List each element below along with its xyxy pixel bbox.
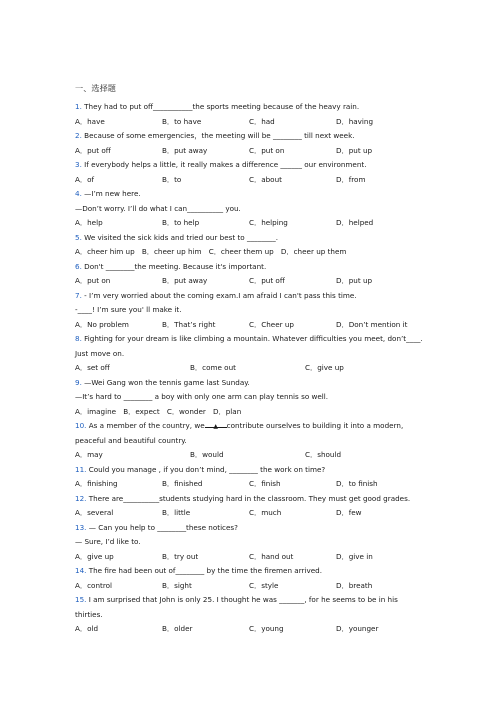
question-15-line-2: thirties. bbox=[75, 609, 103, 619]
option-d: D．put up bbox=[336, 145, 373, 155]
question-text: Because of some emergencies，the meeting will be bbox=[84, 131, 274, 140]
question-text: these notices? bbox=[186, 522, 238, 532]
answer-blank: ________ bbox=[246, 232, 276, 242]
option-a: A．put off bbox=[75, 145, 111, 155]
option-d: D．having bbox=[336, 116, 374, 126]
question-text: There are bbox=[88, 493, 124, 503]
answer-blank: ___________ bbox=[152, 102, 193, 111]
options-6 bbox=[75, 274, 435, 289]
question-text: Could you manage , if you don’t mind, bbox=[88, 464, 230, 474]
option-b: B．older bbox=[162, 624, 193, 633]
question-number: 15. bbox=[75, 595, 87, 604]
question-text: They had to put off bbox=[84, 102, 153, 111]
question-number: 5. bbox=[75, 232, 82, 242]
question-text: . bbox=[420, 334, 423, 343]
question-text: —Wei Gang won the tennis game last Sunday. bbox=[84, 377, 250, 387]
options-2 bbox=[75, 144, 435, 159]
option-b: B．That’s right bbox=[162, 319, 216, 329]
answer-blank: ________ bbox=[229, 464, 258, 474]
option-a: A．give up bbox=[75, 551, 114, 561]
option-c: C．put on bbox=[249, 145, 285, 155]
question-11 bbox=[75, 463, 435, 478]
question-4-line-2 bbox=[75, 202, 435, 217]
option-b: B．little bbox=[162, 508, 191, 517]
question-number: 7. bbox=[75, 290, 82, 300]
option-a: A．several bbox=[75, 508, 114, 517]
question-number: 10. bbox=[75, 421, 87, 430]
answer-blank: ________ bbox=[157, 522, 187, 532]
question-12 bbox=[75, 492, 435, 507]
options-15 bbox=[75, 622, 435, 637]
options-8 bbox=[75, 361, 435, 376]
option-d: D．give in bbox=[336, 551, 373, 561]
question-text: - bbox=[75, 305, 78, 314]
option-b: B．come out bbox=[190, 363, 236, 372]
question-text: — Can you help to bbox=[88, 522, 158, 532]
question-number: 14. bbox=[75, 566, 87, 575]
question-number: 8. bbox=[75, 334, 82, 343]
options-9: A．imagine B．expect C．wonder D．plan bbox=[75, 406, 242, 416]
question-6 bbox=[75, 260, 435, 275]
question-7 bbox=[75, 289, 435, 304]
question-sheet bbox=[75, 83, 435, 637]
question-text: Don't bbox=[84, 261, 106, 271]
option-c: C．hand out bbox=[249, 551, 294, 561]
option-a: A．put on bbox=[75, 276, 111, 285]
question-15 bbox=[75, 593, 435, 608]
option-a: A．old bbox=[75, 624, 99, 633]
question-number: 9. bbox=[75, 377, 82, 387]
answer-blank: ________ bbox=[175, 566, 205, 575]
question-number: 12. bbox=[75, 493, 87, 503]
answer-blank: __________ bbox=[123, 493, 160, 503]
answer-blank: ____ bbox=[77, 305, 92, 314]
option-c: C．helping bbox=[249, 218, 288, 227]
option-b: B．to bbox=[162, 174, 182, 184]
question-number: 6. bbox=[75, 261, 82, 271]
option-a: A．No problem bbox=[75, 319, 129, 329]
option-c: C．finish bbox=[249, 479, 281, 488]
answer-blank: ________ bbox=[123, 392, 153, 401]
option-c: C．about bbox=[249, 174, 282, 184]
option-a: A．set off bbox=[75, 363, 110, 372]
question-14 bbox=[75, 564, 435, 579]
question-8-line-2: Just move on. bbox=[75, 348, 125, 358]
option-a: A．have bbox=[75, 116, 105, 126]
question-4 bbox=[75, 187, 435, 202]
options-11 bbox=[75, 477, 435, 492]
question-1 bbox=[75, 100, 435, 115]
options-13 bbox=[75, 550, 435, 565]
question-text: a boy with only one arm can play tennis so well. bbox=[152, 392, 329, 401]
question-text: . bbox=[275, 232, 279, 242]
option-d: D．from bbox=[336, 174, 366, 184]
options-1 bbox=[75, 115, 435, 130]
option-a: A．help bbox=[75, 218, 103, 227]
option-d: D．younger bbox=[336, 624, 379, 633]
question-text: - I’m very worried about the coming exam.I am afraid I can't pass this time. bbox=[84, 290, 357, 300]
question-number: 4. bbox=[75, 189, 82, 198]
option-d: D．few bbox=[336, 508, 362, 517]
question-text: As a member of the country, we bbox=[88, 421, 205, 430]
option-a: A．finishing bbox=[75, 479, 118, 488]
answer-blank: ______ bbox=[280, 160, 302, 169]
answer-blank: ________ bbox=[273, 131, 302, 140]
question-number: 2. bbox=[75, 131, 82, 140]
option-c: C．had bbox=[249, 116, 275, 126]
question-3 bbox=[75, 158, 435, 173]
option-c: C．put off bbox=[249, 276, 285, 285]
question-text: —I’m new here. bbox=[84, 189, 141, 198]
question-number: 13. bbox=[75, 522, 87, 532]
question-9 bbox=[75, 376, 435, 391]
option-a: A．of bbox=[75, 174, 95, 184]
option-b: B．would bbox=[190, 450, 224, 459]
option-b: B．put away bbox=[162, 276, 208, 285]
question-text: the sports meeting because of the heavy rain. bbox=[192, 102, 360, 111]
option-c: C．style bbox=[249, 580, 279, 590]
question-text: , for he seems to be in his bbox=[304, 595, 398, 604]
option-c: C．give up bbox=[305, 363, 344, 372]
question-text: I am surprised that John is only 25. I thought he was bbox=[88, 595, 280, 604]
question-text: the work on time? bbox=[257, 464, 326, 474]
option-b: B．to help bbox=[162, 218, 200, 227]
option-a: A．may bbox=[75, 450, 103, 459]
options-3 bbox=[75, 173, 435, 188]
question-text: If everybody helps a little, it really makes a difference bbox=[84, 160, 281, 169]
options-4 bbox=[75, 216, 435, 231]
option-b: B．to have bbox=[162, 116, 202, 126]
option-d: D．to finish bbox=[336, 479, 378, 488]
question-text: by the time the firemen arrived. bbox=[204, 566, 323, 575]
answer-blank: ____ bbox=[406, 334, 421, 343]
question-text: We visited the sick kids and tried our best to bbox=[84, 232, 247, 242]
question-8 bbox=[75, 332, 435, 347]
question-text: the meeting. Because it's important. bbox=[134, 261, 267, 271]
question-text: ! I’m sure you' ll make it. bbox=[91, 305, 182, 314]
triangle-icon: ▲ bbox=[213, 423, 218, 430]
option-d: D．helped bbox=[336, 218, 374, 227]
section-title: 一、选择题 bbox=[75, 83, 116, 93]
options-7 bbox=[75, 318, 435, 333]
option-c: C．should bbox=[305, 450, 342, 459]
option-d: D．put up bbox=[336, 276, 373, 285]
option-c: C．much bbox=[249, 508, 282, 517]
question-13-line-2: — Sure, I’d like to. bbox=[75, 537, 141, 546]
answer-blank: __________ bbox=[187, 203, 224, 213]
option-b: B．put away bbox=[162, 145, 208, 155]
options-12 bbox=[75, 506, 435, 521]
question-5 bbox=[75, 231, 435, 246]
options-10 bbox=[75, 448, 435, 463]
option-b: B．try out bbox=[162, 551, 199, 561]
question-2 bbox=[75, 129, 435, 144]
option-c: C．Cheer up bbox=[249, 319, 294, 329]
question-text: —Don’t worry. I’ll do what I can bbox=[75, 203, 188, 213]
question-10-line-2: peaceful and beautiful country. bbox=[75, 435, 187, 445]
question-text: you. bbox=[223, 203, 241, 213]
options-5: A．cheer him up B．cheer up him C．cheer them up D．cheer up them bbox=[75, 247, 347, 256]
options-14 bbox=[75, 579, 435, 594]
question-number: 1. bbox=[75, 102, 82, 111]
question-9-line-2 bbox=[75, 390, 435, 405]
question-10 bbox=[75, 419, 435, 434]
question-number: 3. bbox=[75, 160, 82, 169]
option-b: B．sight bbox=[162, 580, 192, 590]
question-text: contribute ourselves to building it into a modern, bbox=[226, 421, 404, 430]
question-text: The fire had been out of bbox=[88, 566, 176, 575]
option-d: D．breath bbox=[336, 580, 373, 590]
answer-blank: _______ bbox=[279, 595, 305, 604]
option-b: B．finished bbox=[162, 479, 203, 488]
answer-blank bbox=[205, 419, 227, 428]
question-text: Fighting for your dream is like climbing a mountain. Whatever difficulties you meet, don’t bbox=[84, 334, 407, 343]
question-text: our environment. bbox=[301, 160, 367, 169]
option-a: A．control bbox=[75, 580, 113, 590]
question-13 bbox=[75, 521, 435, 536]
option-c: C．young bbox=[249, 624, 284, 633]
question-text: —It’s hard to bbox=[75, 392, 124, 401]
question-7-line-2 bbox=[75, 303, 435, 318]
option-d: D．Don’t mention it bbox=[336, 319, 408, 329]
answer-blank: ________ bbox=[105, 261, 135, 271]
question-text: till next week. bbox=[301, 131, 355, 140]
question-text: students studying hard in the classroom. They must get good grades. bbox=[159, 493, 411, 503]
question-number: 11. bbox=[75, 464, 87, 474]
